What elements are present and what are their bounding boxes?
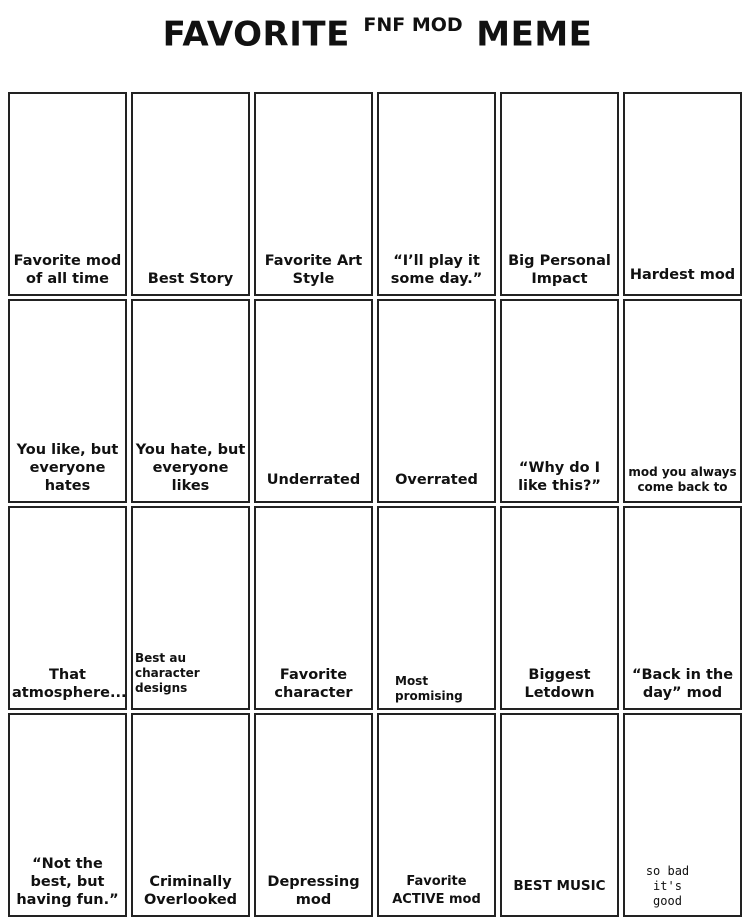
cell-label: “Back in the day” mod bbox=[631, 667, 734, 701]
cell-label: BEST MUSIC bbox=[513, 878, 606, 894]
grid-cell[interactable] bbox=[131, 506, 250, 710]
grid-cell[interactable] bbox=[8, 92, 127, 296]
cell-label: Best Story bbox=[147, 271, 234, 287]
grid-cell[interactable] bbox=[377, 299, 496, 503]
cell-label: Underrated bbox=[266, 472, 361, 488]
cell-label: “Why do I like this?” bbox=[518, 460, 601, 494]
grid-cell[interactable] bbox=[254, 92, 373, 296]
grid-cell[interactable] bbox=[500, 92, 619, 296]
cell-label: Depressing mod bbox=[267, 874, 360, 908]
cell-label: You like, but everyone hates bbox=[16, 442, 119, 494]
grid-cell[interactable] bbox=[500, 506, 619, 710]
page-title bbox=[0, 14, 755, 55]
grid-cell[interactable] bbox=[377, 92, 496, 296]
meme-grid bbox=[8, 92, 742, 917]
grid-cell[interactable] bbox=[377, 713, 496, 917]
cell-label: You hate, but everyone likes bbox=[135, 442, 246, 494]
title-part-2: FNF MOD bbox=[363, 14, 463, 36]
grid-cell[interactable] bbox=[623, 299, 742, 503]
cell-label: Favorite character bbox=[274, 667, 353, 701]
grid-cell[interactable] bbox=[254, 713, 373, 917]
cell-label: “Not the best, but having fun.” bbox=[16, 856, 119, 908]
grid-cell[interactable] bbox=[8, 506, 127, 710]
cell-label: so bad it's good bbox=[645, 864, 690, 908]
grid-cell[interactable] bbox=[254, 506, 373, 710]
cell-label: Favorite ACTIVE mod bbox=[392, 874, 481, 907]
title-part-1: FAVORITE bbox=[162, 14, 350, 55]
grid-cell[interactable] bbox=[131, 92, 250, 296]
cell-label: mod you always come back to bbox=[628, 465, 737, 494]
cell-label: Favorite mod of all time bbox=[13, 253, 122, 287]
grid-cell[interactable] bbox=[8, 299, 127, 503]
cell-label: Overrated bbox=[395, 472, 478, 488]
cell-label: Best au character designs bbox=[135, 651, 200, 695]
cell-label: Hardest mod bbox=[629, 267, 736, 283]
grid-cell[interactable] bbox=[131, 299, 250, 503]
title-part-3: MEME bbox=[476, 14, 593, 55]
cell-label: That atmosphere... bbox=[12, 667, 127, 701]
grid-cell[interactable] bbox=[131, 713, 250, 917]
cell-label: Criminally Overlooked bbox=[143, 874, 238, 908]
grid-cell[interactable] bbox=[623, 713, 742, 917]
grid-cell[interactable] bbox=[377, 506, 496, 710]
cell-label: Biggest Letdown bbox=[524, 667, 595, 701]
cell-label: “I’ll play it some day.” bbox=[390, 253, 483, 287]
cell-label: Most promising bbox=[395, 674, 463, 703]
grid-cell[interactable] bbox=[500, 713, 619, 917]
grid-cell[interactable] bbox=[500, 299, 619, 503]
cell-label: Big Personal Impact bbox=[508, 253, 611, 287]
grid-cell[interactable] bbox=[254, 299, 373, 503]
grid-cell[interactable] bbox=[8, 713, 127, 917]
grid-cell[interactable] bbox=[623, 506, 742, 710]
grid-cell[interactable] bbox=[623, 92, 742, 296]
cell-label: Favorite Art Style bbox=[264, 253, 363, 287]
